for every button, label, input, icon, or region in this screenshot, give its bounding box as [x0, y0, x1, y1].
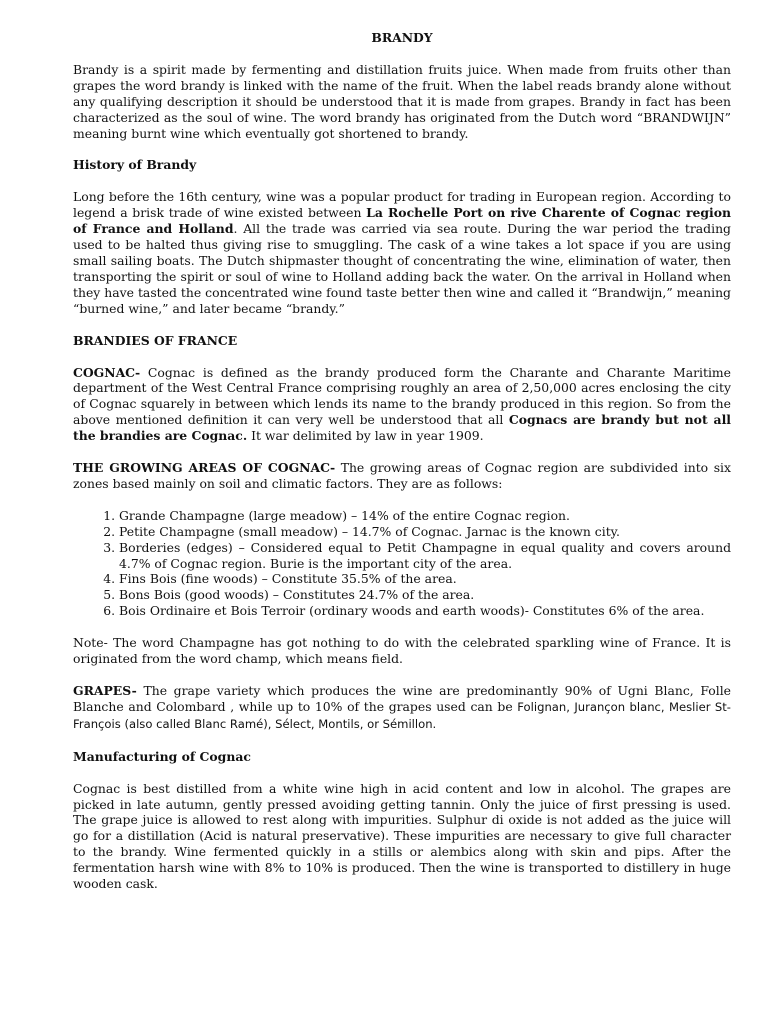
- history-bold-text: La Rochelle Port on rive Charente of Cognac region of France and Holland: [73, 205, 731, 237]
- note-paragraph: Note- The word Champagne has got nothing to do with the celebrated sparkling wine of France. It is originated from the word champ, which means field.: [73, 635, 731, 667]
- cognac-label: COGNAC-: [73, 364, 141, 380]
- list-item: 3. Borderies (edges) – Considered equal to Petit Champagne in equal quality and covers around 4.7% of Cognac region. Burie is the important city of the area.: [119, 540, 731, 572]
- growing-areas-paragraph: [73, 460, 731, 492]
- grapes-paragraph: [73, 683, 731, 733]
- cognac-bold-text: Cognacs are brandy but not all the brandies are Cognac.: [73, 412, 731, 444]
- intro-paragraph: Brandy is a spirit made by fermenting and distillation fruits juice. When made from fruits other than grapes the word brandy is linked with the name of the fruit. When the label reads brandy alone without any qualifying description it should be understood that it is made from grapes. Brandy in fact has been characterized as the soul of wine. The word brandy has originated from the Dutch word “BRANDWIJN” meaning burnt wine which eventually got shortened to brandy.: [73, 61, 731, 141]
- history-paragraph: [73, 189, 731, 316]
- list-item: 5. Bons Bois (good woods) – Constitutes 24.7% of the area.: [119, 587, 731, 603]
- growing-areas-text: The growing areas of Cognac region are subdivided into six zones based mainly on soil and climatic factors. They are as follows:: [73, 460, 732, 491]
- document-body: [73, 30, 731, 892]
- cognac-tail-text: It war delimited by law in year 1909.: [247, 428, 484, 444]
- cognac-text: Cognac is defined as the brandy produced form the Charante and Charante Maritime department of the West Central France comprising roughly an area of 2,50,000 acres enclosing the city of Cognac squarely in between which lends its name to the brandy produced in this region. So from the above mentioned definition it can very well be understood that all: [73, 364, 731, 428]
- brandies-of-france-heading: BRANDIES OF FRANCE: [73, 332, 238, 348]
- history-text-1: Long before the 16th century, wine was a popular product for trading in European region. According to legend a brisk trade of wine existed between: [73, 189, 731, 221]
- list-item: 1. Grande Champagne (large meadow) – 14% of the entire Cognac region.: [119, 508, 731, 524]
- list-item: 6. Bois Ordinaire et Bois Terroir (ordinary woods and earth woods)- Constitutes 6% of the area.: [119, 603, 731, 619]
- document-title: BRANDY: [371, 30, 433, 45]
- grapes-label: GRAPES-: [73, 683, 137, 698]
- grapes-varieties-text: Folignan, Jurançon blanc, Meslier St-François (also called Blanc Ramé), Sélect, Montils, or Sémillon.: [73, 699, 731, 731]
- cognac-paragraph: [73, 365, 731, 445]
- history-text-2: . All the trade was carried via sea route. During the war period the trading used to be halted thus giving rise to smuggling. The cask of a wine takes a lot space if you are using small sailing boats. The Dutch shipmaster thought of concentrating the wine, elimination of water, then transporting the spirit or soul of wine to Holland adding back the water. On the arrival in Holland when they have tasted the concentrated wine found taste better then wine and called it “Brandwijn,” meaning “burned wine,” and later became “brandy.”: [73, 221, 731, 316]
- manufacturing-heading: Manufacturing of Cognac: [73, 748, 251, 764]
- growing-areas-label: THE GROWING AREAS OF COGNAC-: [73, 460, 336, 476]
- grapes-text: The grape variety which produces the wine are predominantly 90% of Ugni Blanc, Folle Blanche and Colombard , while up to 10% of the grapes used can be: [73, 683, 731, 714]
- list-item: 4. Fins Bois (fine woods) – Constitute 35.5% of the area.: [119, 571, 731, 587]
- list-item: 2. Petite Champagne (small meadow) – 14.7% of Cognac. Jarnac is the known city.: [119, 524, 731, 540]
- manufacturing-paragraph: Cognac is best distilled from a white wine high in acid content and low in alcohol. The grapes are picked in late autumn, gently pressed avoiding getting tannin. Only the juice of first pressing is used. The grape juice is allowed to rest along with impurities. Sulphur di oxide is not added as the juice will go for a distillation (Acid is natural preservative). These impurities are necessary to give full character to the brandy. Wine fermented quickly in a stills or alembics along with skin and pips. After the fermentation harsh wine with 8% to 10% is produced. Then the wine is transported to distillery in huge wooden cask.: [73, 780, 731, 892]
- history-heading: History of Brandy: [73, 157, 197, 173]
- growing-areas-list: [73, 508, 731, 619]
